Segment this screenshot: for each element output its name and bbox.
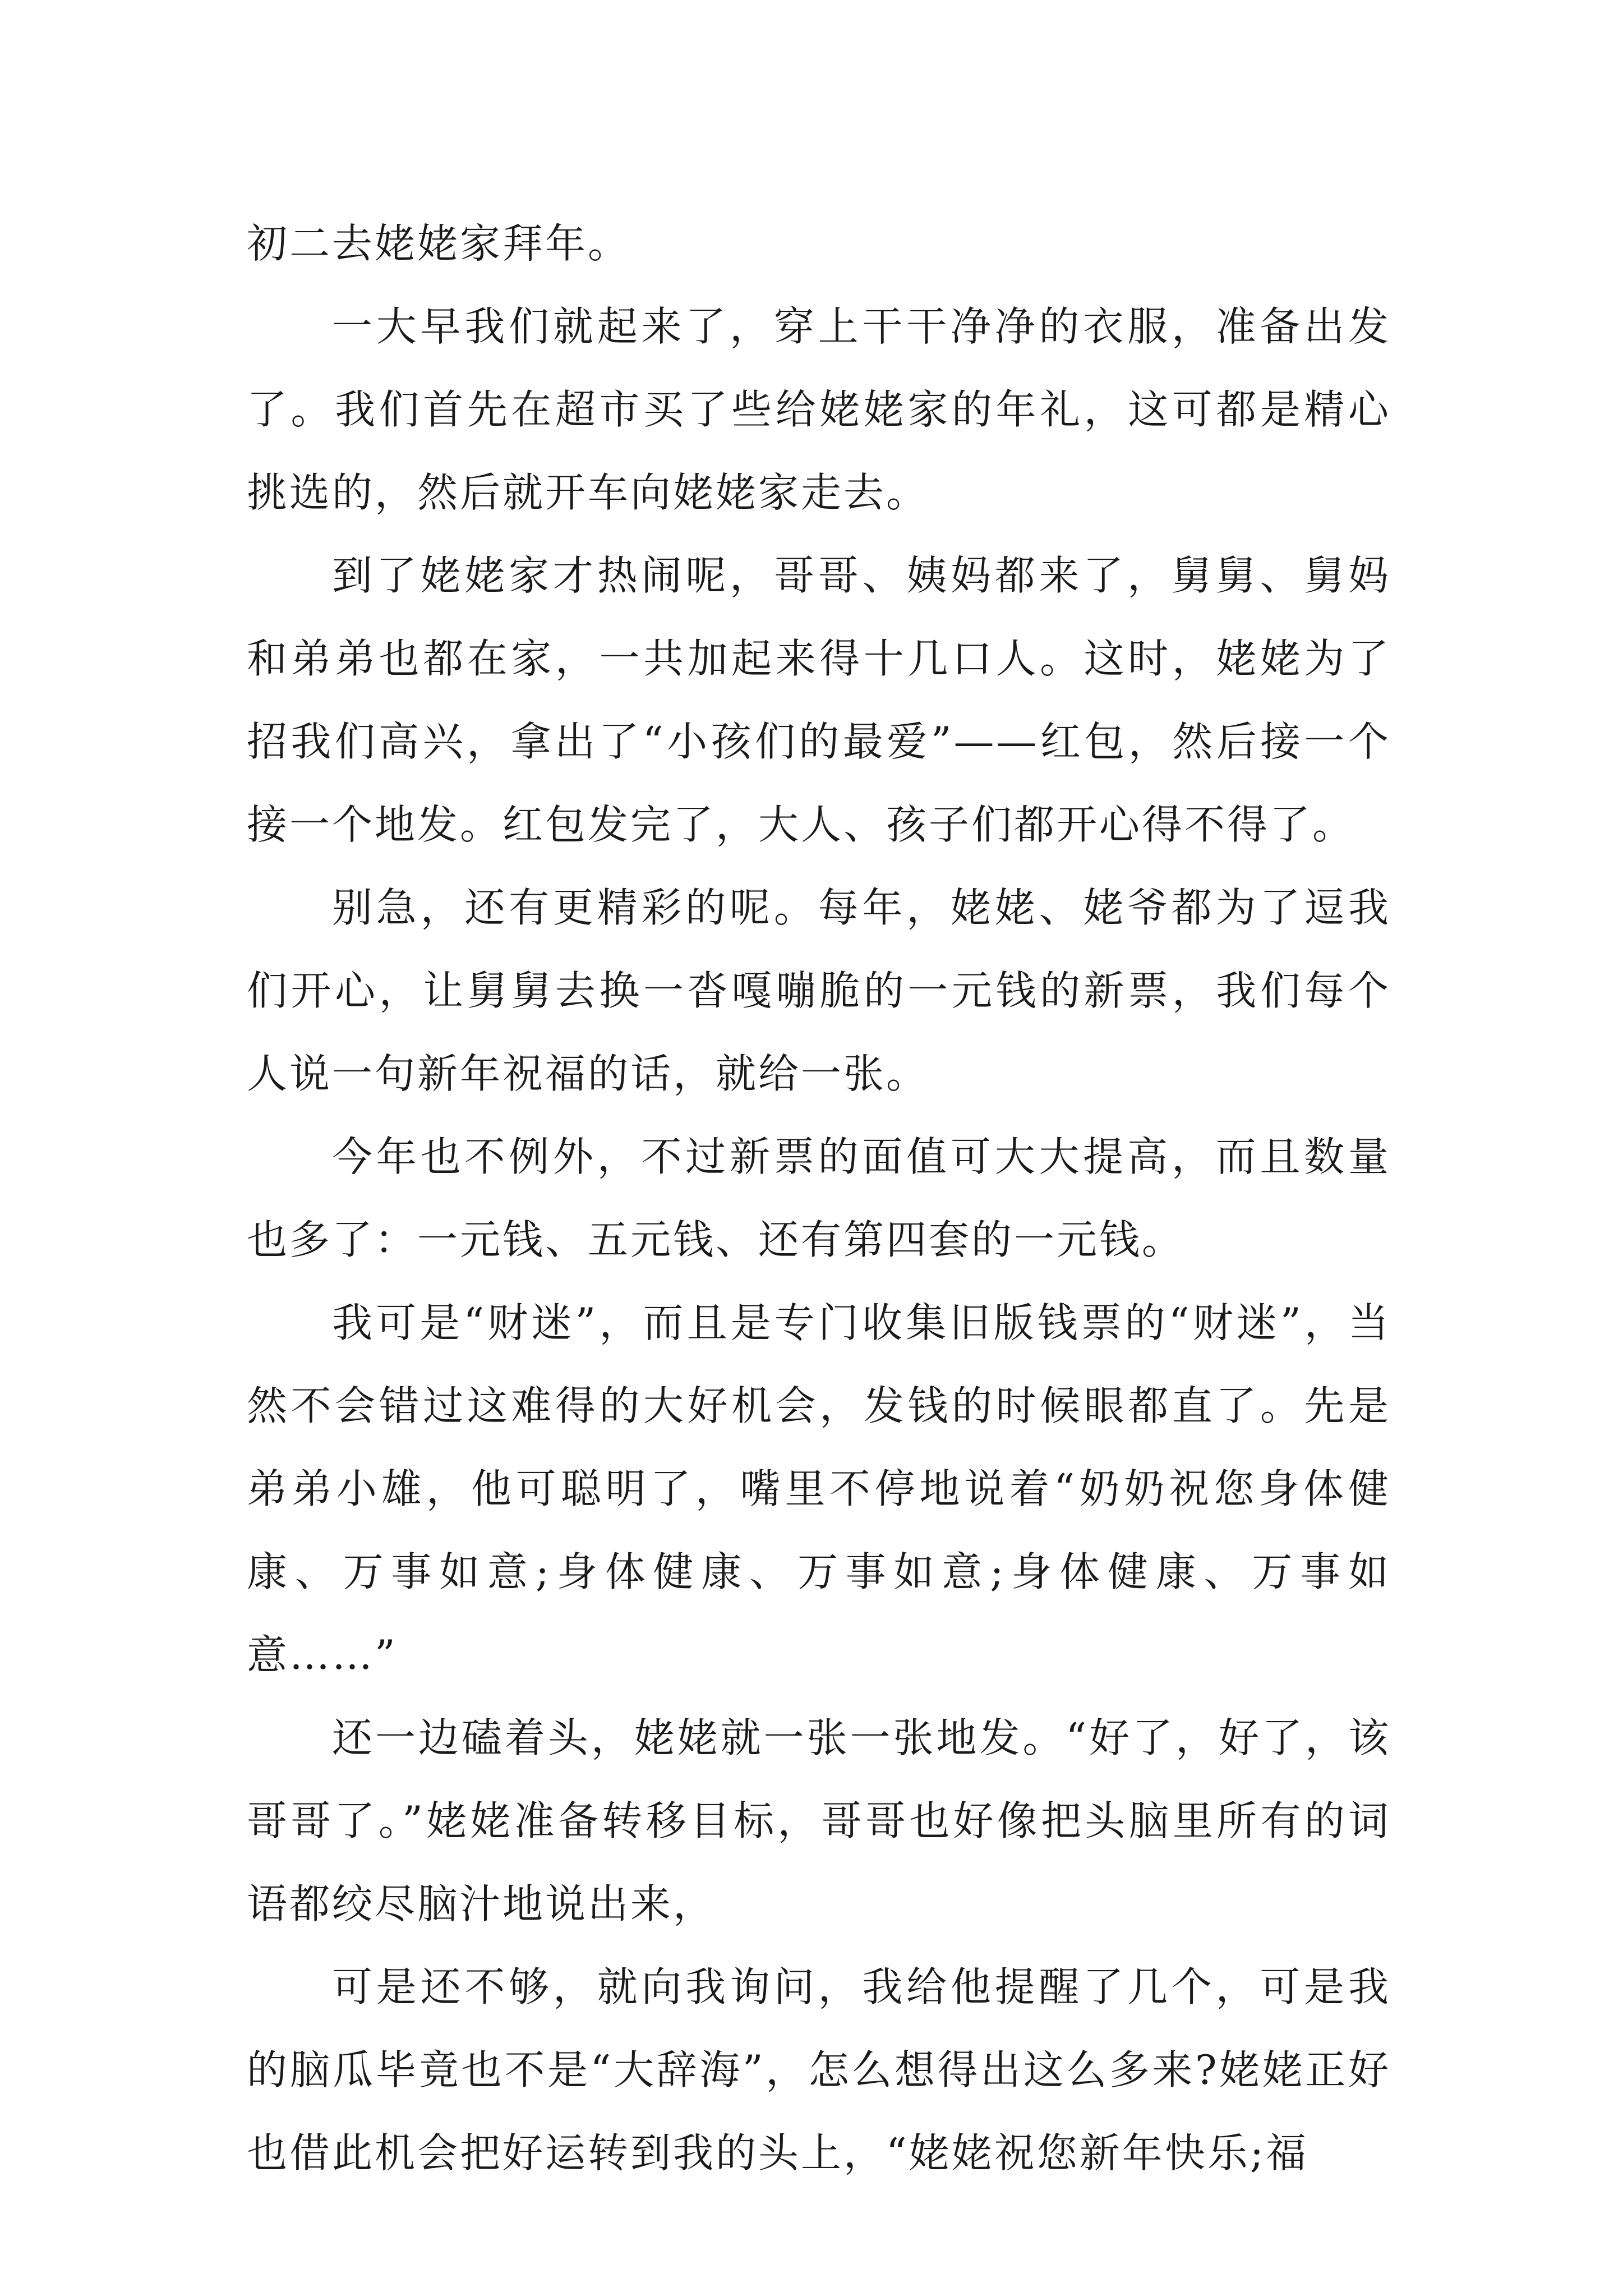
paragraph: 到了姥姥家才热闹呢，哥哥、姨妈都来了，舅舅、舅妈和弟弟也都在家，一共加起来得十几口人。这时，姥姥为了招我们高兴，拿出了“小孩们的最爱”——红包，然后接一个接一个地发。红包发完了，大人、孩子们都开心得不得了。 <box>247 552 1391 848</box>
paragraph: 一大早我们就起来了，穿上干干净净的衣服，准备出发了。我们首先在超市买了些给姥姥家的年礼，这可都是精心挑选的，然后就开车向姥姥家走去。 <box>247 303 1391 516</box>
paragraph: 初二去姥姥家拜年。 <box>247 220 631 267</box>
document-body <box>247 202 1391 2194</box>
paragraph: 可是还不够，就向我询问，我给他提醒了几个，可是我的脑瓜毕竟也不是“大辞海”，怎么想得出这么多来?姥姥正好也借此机会把好运转到我的头上，“姥姥祝您新年快乐;福 <box>247 1963 1391 2177</box>
paragraph: 我可是“财迷”，而且是专门收集旧版钱票的“财迷”，当然不会错过这难得的大好机会，发钱的时候眼都直了。先是弟弟小雄，他可聪明了，嘴里不停地说着“奶奶祝您身体健康、万事如意;身体健康、万事如意;身体健康、万事如意……” <box>247 1299 1391 1678</box>
paragraph: 别急，还有更精彩的呢。每年，姥姥、姥爷都为了逗我们开心，让舅舅去换一沓嘎嘣脆的一元钱的新票，我们每个人说一句新年祝福的话，就给一张。 <box>247 884 1391 1097</box>
paragraph: 今年也不例外，不过新票的面值可大大提高，而且数量也多了：一元钱、五元钱、还有第四套的一元钱。 <box>247 1133 1391 1263</box>
paragraph: 还一边磕着头，姥姥就一张一张地发。“好了，好了，该哥哥了。”姥姥准备转移目标，哥哥也好像把头脑里所有的词语都绞尽脑汁地说出来， <box>247 1714 1391 1927</box>
